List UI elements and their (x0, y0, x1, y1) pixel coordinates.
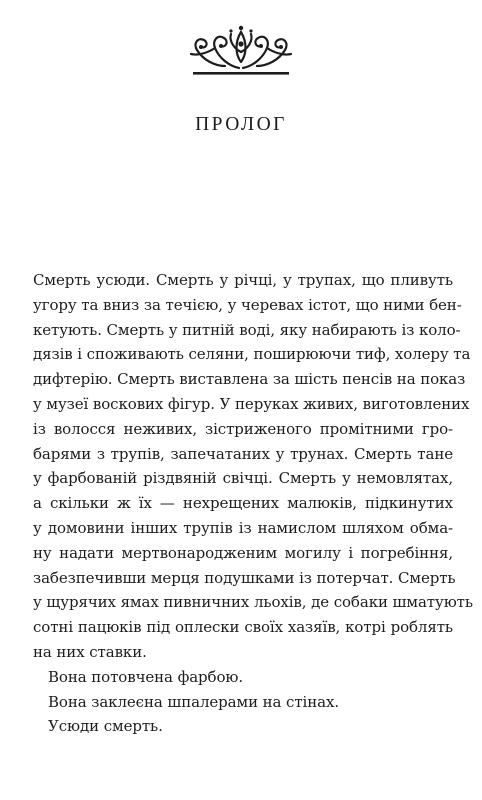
text-line: на них ставки. (33, 642, 147, 661)
text-line: угору та вниз за течією, у черевах істот, що ними бен- (33, 295, 462, 314)
text-line: ну надати мертвонародженим могилу і погребіння, (33, 543, 453, 562)
text-line: Вона потовчена фарбою. (48, 667, 244, 686)
text-line: дифтерію. Смерть виставлена за шість пенсів на показ (33, 370, 466, 389)
chapter-title: ПРОЛОГ (195, 114, 287, 135)
text-line: у домовини інших трупів із намислом шляхом обма- (33, 518, 453, 537)
text-line: Усюди смерть. (48, 717, 163, 736)
text-line: у щурячих ямах пивничних льохів, де собаки шматують (33, 593, 473, 612)
text-line: дязів і споживають селяни, поширюючи тиф, холеру та (33, 345, 471, 364)
text-line: із волосся неживих, зістриженого промітними гро- (33, 419, 453, 438)
text-line: у фарбованій різдвяній свічці. Смерть у немовлятах, (33, 469, 453, 488)
text-line: кетують. Смерть у питній воді, яку набирають із коло- (33, 320, 461, 339)
text-line: сотні пацюків під оплески своїх хазяїв, котрі роблять (33, 618, 453, 637)
text-line: а скільки ж їх — нехрещених малюків, підкинутих (33, 494, 453, 513)
body-text (33, 268, 473, 739)
decorative-flourish-icon (185, 22, 297, 82)
text-line: забезпечивши мерця подушками із потерчат. Смерть (33, 568, 456, 587)
text-line: барями з трупів, запечатаних у трунах. Смерть тане (33, 444, 453, 463)
text-line: у музеї воскових фігур. У перуках живих, виготовлених (33, 394, 470, 413)
text-line: Вона заклеєна шпалерами на стінах. (48, 692, 340, 711)
text-line: Смерть усюди. Смерть у річці, у трупах, що пливуть (33, 271, 453, 289)
